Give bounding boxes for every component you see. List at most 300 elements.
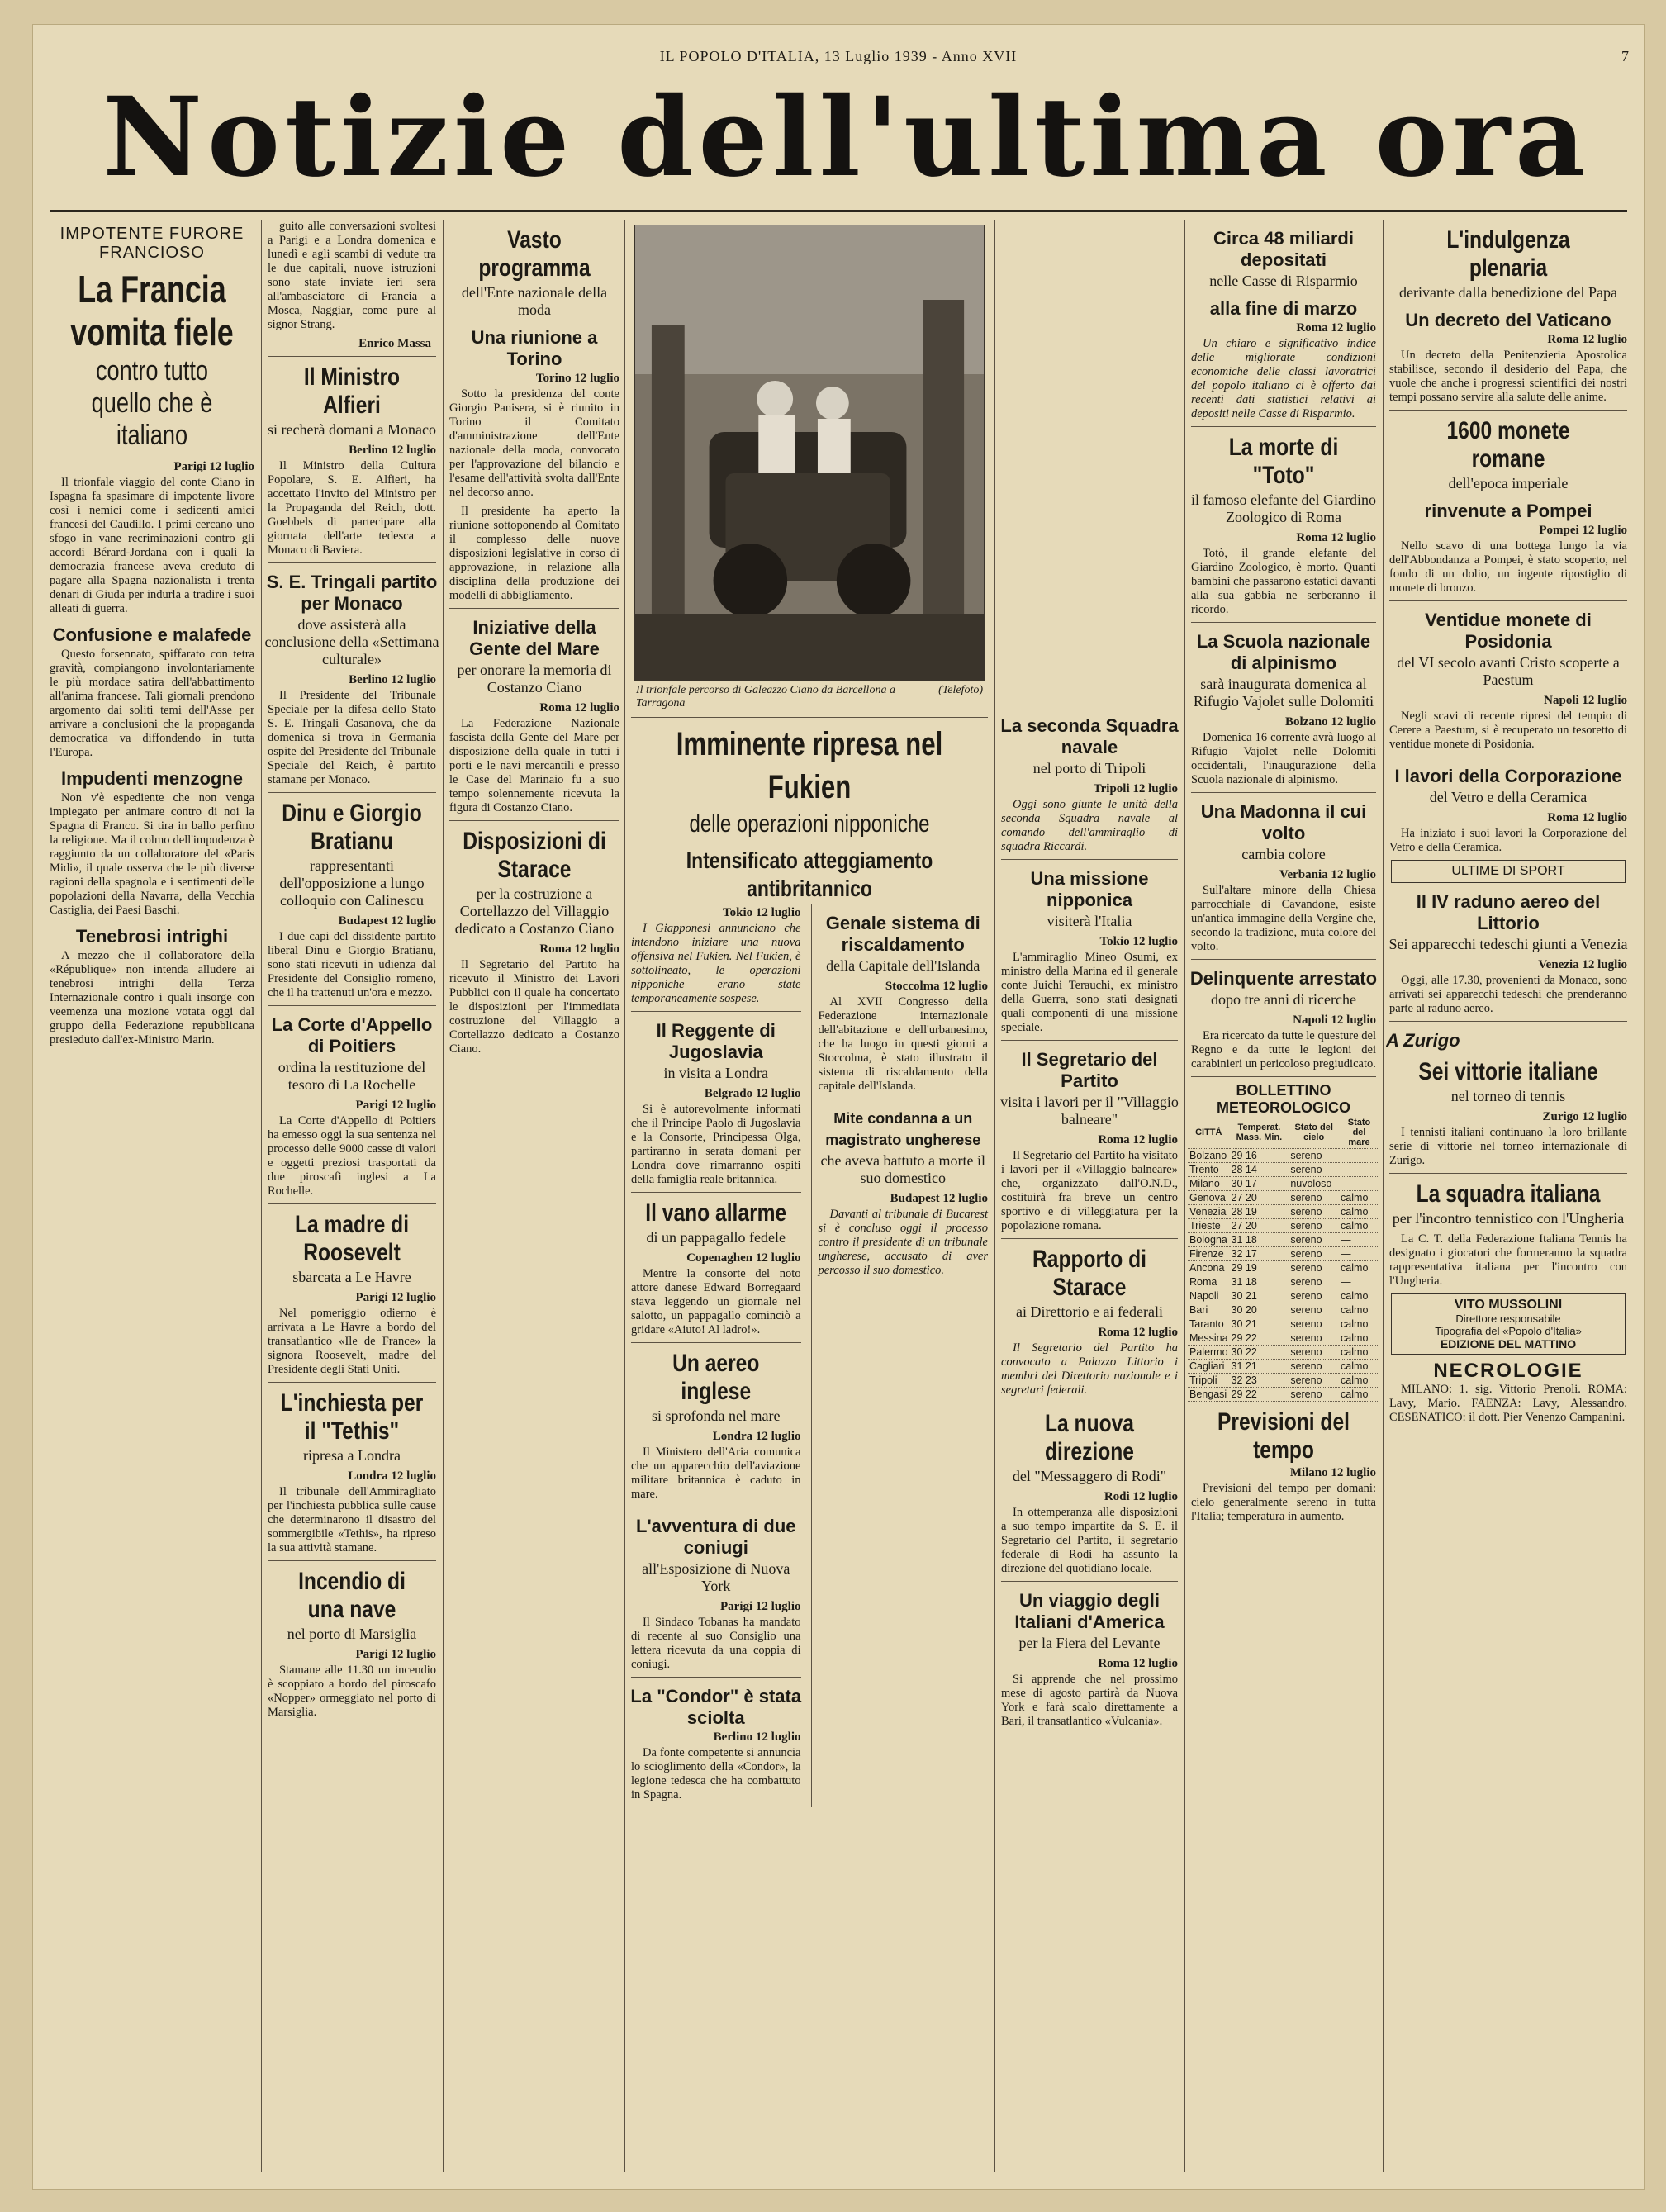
dateline: Roma 12 luglio: [1098, 1133, 1178, 1146]
article-body: Il Segretario del Partito ha ricevuto il Ministro dei Lavori Pubblici con il quale ha concertato le disposizioni per l'immediata costruzione del Villaggio a Cortellazzo dedicato a Costanzo Ciano.: [449, 958, 619, 1056]
article-body: Nello scavo di una bottega lungo la via dell'Abbondanza a Pompei, è stato scoperto, nel fondo di un dolio, un ingente ripostiglio di monete di bronzo.: [1389, 539, 1627, 595]
subheadline: ai Direttorio e ai federali: [1016, 1303, 1163, 1320]
article-body: Il Ministro della Cultura Popolare, S. E. Alfieri, ha accettato l'invito del Ministro per la Propaganda del Reich, dott. Goebbels di partecipare alla giornata dell'arte tedesca a Monaco di Baviera.: [268, 459, 436, 557]
article-divider: [1001, 859, 1178, 860]
weather-cell: Cagliari: [1188, 1360, 1230, 1374]
article-body: L'ammiraglio Mineo Osumi, ex ministro della Marina ed il generale conte Juichi Terauchi, ex ministro della Guerra, sono stati designati quali componenti di una missione speciale.: [1001, 951, 1178, 1034]
subheadline: all'Esposizione di Nuova York: [642, 1560, 790, 1594]
headline: Ventidue monete di Posidonia: [1425, 610, 1592, 652]
article-body: Il Sindaco Tobanas ha mandato di recente al suo Consiglio una lettera ricevuta da una coppia di coniugi.: [631, 1616, 801, 1671]
weather-col-header: Stato del mare: [1339, 1117, 1379, 1149]
weather-cell: Milano: [1188, 1177, 1230, 1191]
article-body: I Giapponesi annunciano che intendono iniziare una nuova offensiva nel Fukien. Nel Fukien, è sottolineato, le operazioni nipponiche erano state temporaneamente sospese.: [631, 922, 801, 1005]
lead-subhead: contro tutto quello che è italiano: [91, 355, 213, 451]
headline: Un viaggio degli Italiani d'America: [1014, 1590, 1165, 1632]
weather-row: [1188, 1205, 1379, 1219]
weather-cell: calmo: [1339, 1191, 1379, 1205]
weather-cell: calmo: [1339, 1205, 1379, 1219]
article-divider: [1191, 792, 1376, 793]
dateline: Bolzano 12 luglio: [1284, 715, 1376, 729]
photo-image: [635, 225, 984, 680]
weather-cell: calmo: [1339, 1331, 1379, 1346]
subheadline: visiterà l'Italia: [1047, 913, 1132, 929]
weather-col-header: Temperat. Mass. Min.: [1230, 1117, 1289, 1149]
subheadline: visita i lavori per il "Villaggio balneare": [1000, 1094, 1179, 1127]
weather-cell: sereno: [1289, 1261, 1339, 1275]
headline: Il Ministro Alfieri: [303, 363, 401, 419]
headline: Delinquente arrestato: [1189, 968, 1378, 989]
article-body: In ottemperanza alle disposizioni a suo tempo impartite da S. E. il Segretario del Partito, il segretario federale di Rodi ha assunto la direzione del quotidiano locale.: [1001, 1506, 1178, 1575]
dateline: Copenaghen 12 luglio: [686, 1251, 801, 1265]
headline: Sei vittorie italiane: [1418, 1058, 1598, 1085]
article-divider: [1191, 622, 1376, 623]
headline: La Corte d'Appello di Poitiers: [271, 1014, 433, 1056]
dateline: Roma 12 luglio: [1098, 1657, 1178, 1670]
headline: La Scuola nazionale di alpinismo: [1196, 631, 1371, 673]
weather-row: [1188, 1331, 1379, 1346]
weather-cell: calmo: [1339, 1374, 1379, 1388]
weather-cell: Tripoli: [1188, 1374, 1230, 1388]
weather-row: [1188, 1191, 1379, 1205]
weather-cell: sereno: [1289, 1303, 1339, 1317]
subheadline: che aveva battuto a morte il suo domestico: [820, 1152, 985, 1186]
dateline: Parigi 12 luglio: [173, 460, 254, 473]
dateline: Rodi 12 luglio: [1104, 1490, 1178, 1503]
article-body: I due capi del dissidente partito liberal Dinu e Giorgio Bratianu, sono stati ricevuti in udienza dal Presidente del Consiglio romeno, che il ha trattenuti un'ora e mezzo.: [268, 930, 436, 999]
photo-spacer: [998, 220, 1181, 707]
center-block: [628, 220, 991, 2172]
headline: I lavori della Corporazione: [1394, 766, 1622, 786]
headline: Mite condanna a un magistrato ungherese: [825, 1110, 981, 1148]
headline: La squadra italiana: [1416, 1180, 1601, 1208]
subheadline: nel torneo di tennis: [1450, 1088, 1566, 1104]
article-divider: [268, 356, 436, 357]
subheadline: nelle Casse di Risparmio: [1209, 273, 1358, 289]
byline: Enrico Massa: [358, 337, 431, 350]
article-body: Il Segretario del Partito ha visitato i lavori per il «Villaggio balneare» che, organizzato dall'O.N.D., costituirà fra breve un centro sportivo e di villeggiatura per la popolazione romana.: [1001, 1149, 1178, 1232]
weather-cell: 32 23: [1230, 1374, 1289, 1388]
article-divider: [449, 820, 619, 821]
weather-cell: 28 19: [1230, 1205, 1289, 1219]
weather-cell: 30 21: [1230, 1317, 1289, 1331]
subheadline: della Capitale dell'Islanda: [826, 957, 980, 974]
subheadline: Sei apparecchi tedeschi giunti a Venezia: [1388, 936, 1628, 952]
article-divider: [268, 1005, 436, 1006]
headline: La seconda Squadra navale: [1000, 715, 1179, 757]
subheadline: si sprofonda nel mare: [652, 1407, 781, 1424]
article-body: Il Segretario del Partito ha convocato a Palazzo Littorio i membri del Direttorio nazionale e i segretari federali.: [1001, 1341, 1178, 1397]
dateline: Napoli 12 luglio: [1544, 694, 1627, 707]
dateline: Parigi 12 luglio: [355, 1099, 436, 1112]
headline: 1600 monete romane: [1446, 417, 1570, 472]
weather-cell: sereno: [1289, 1275, 1339, 1289]
article-divider: [1191, 426, 1376, 427]
weather-cell: calmo: [1339, 1303, 1379, 1317]
subheadline: dell'Ente nazionale della moda: [461, 284, 608, 318]
headline: Disposizioni di Starace: [463, 828, 606, 883]
weather-col-header: Stato del cielo: [1289, 1117, 1339, 1149]
subheadline: nel porto di Marsiglia: [287, 1626, 417, 1642]
subheadline: dell'epoca imperiale: [1448, 475, 1569, 491]
weather-row: [1188, 1149, 1379, 1163]
article-body: Mentre la consorte del noto attore danese Edward Borregaard stava leggendo un giornale nel salotto, un pappagallo cominciò a gridare «Aiuto! Al ladro!».: [631, 1267, 801, 1336]
weather-cell: sereno: [1289, 1219, 1339, 1233]
dateline: Tokio 12 luglio: [723, 906, 801, 919]
necrology-body: MILANO: 1. sig. Vittorio Prenoli. ROMA: Lavy, Mario. FAENZA: Lavy, Alessandro. CESENATICO: il dott. Pier Venenzo Campanini.: [1389, 1383, 1627, 1424]
article-divider: [1389, 600, 1627, 601]
article-body: guito alle conversazioni svoltesi a Parigi e a Londra domenica e lunedì e agli scambi di vedute tra le due capitali, nuove istruzioni sono state inviate ieri sera all'ambasciatore di Francia a Mosca, Naggiar, come pure al signor Strang.: [268, 220, 436, 331]
photo-caption: [636, 684, 983, 710]
article-divider: [1001, 1581, 1178, 1582]
dateline: Torino 12 luglio: [535, 372, 619, 385]
dateline: Budapest 12 luglio: [890, 1192, 988, 1205]
article-body: Il presidente ha aperto la riunione sottoponendo al Comitato il complesso delle nuove disposizioni legislative in corso di approvazione, in relazione alla disciplina della produzione dei modelli di abbigliamento.: [449, 505, 619, 602]
weather-cell: sereno: [1289, 1205, 1339, 1219]
weather-row: [1188, 1317, 1379, 1331]
subheadline: ordina la restituzione del tesoro di La Rochelle: [278, 1059, 426, 1093]
weather-cell: 28 14: [1230, 1163, 1289, 1177]
headline: Dinu e Giorgio Bratianu: [282, 800, 422, 855]
weather-row: [1188, 1388, 1379, 1402]
dateline: Roma 12 luglio: [1547, 811, 1627, 824]
weather-title: BOLLETTINO METEOROLOGICO: [1217, 1082, 1350, 1116]
weather-rows: [1188, 1149, 1379, 1402]
weather-header-row: [1188, 1117, 1379, 1149]
weather-row: [1188, 1303, 1379, 1317]
dateline: Napoli 12 luglio: [1293, 1013, 1376, 1027]
headline: Il vano allarme: [645, 1199, 787, 1227]
headline: rinvenute a Pompei: [1424, 501, 1592, 521]
article-divider: [268, 1382, 436, 1383]
weather-row: [1188, 1177, 1379, 1191]
lead-headline: La Francia vomita fiele: [70, 268, 234, 354]
dateline: Stoccolma 12 luglio: [885, 980, 988, 993]
weather-row: [1188, 1247, 1379, 1261]
article-body: Non v'è espediente che non venga impiegato per animare contro di noi la Spagna di Franco. Si tira in ballo perfino la religione. Ma il colmo dell'impudenza è raggiunto da un collaboratore del «Paris Midi», il quale osserva che le più diverse ragioni della spagnola e i sentimenti delle popolazioni della Navarra, della Vecchia Castiglia, dei Paesi Baschi.: [50, 791, 254, 917]
masthead: Notizie dell'ultima ora: [102, 74, 1591, 202]
subheading: Confusione e malafede: [52, 624, 252, 645]
subheadline: per la costruzione a Cortellazzo del Villaggio dedicato a Costanzo Ciano: [454, 885, 615, 937]
article-divider: [631, 1192, 801, 1193]
article-divider: [1389, 1021, 1627, 1022]
subheadline: del VI secolo avanti Cristo scoperte a Paestum: [1397, 654, 1620, 688]
colophon: [1391, 1293, 1626, 1355]
subheadline: di un pappagallo fedele: [646, 1229, 786, 1246]
article-body: La C. T. della Federazione Italiana Tennis ha designato i giocatori che formeranno la squadra rappresentativa italiana per l'incontro con l'Ungheria.: [1389, 1232, 1627, 1288]
weather-cell: 27 20: [1230, 1219, 1289, 1233]
weather-cell: nuvoloso: [1289, 1177, 1339, 1191]
weather-cell: —: [1339, 1163, 1379, 1177]
subheadline: cambia colore: [1241, 846, 1326, 862]
weather-row: [1188, 1163, 1379, 1177]
article-body: Sotto la presidenza del conte Giorgio Panisera, si è riunito in Torino il Comitato d'amministrazione dell'Ente nazionale della moda, convocato per l'approvazione del bilancio e l'esame dell'attività svolta dall'Ente nel decorso anno.: [449, 387, 619, 499]
weather-cell: Genova: [1188, 1191, 1230, 1205]
headline: Iniziative della Gente del Mare: [469, 617, 600, 659]
article-divider: [1389, 410, 1627, 411]
column-divider: [994, 220, 995, 2172]
weather-cell: Bologna: [1188, 1233, 1230, 1247]
dateline: Roma 12 luglio: [539, 942, 619, 956]
page-number: 7: [1621, 48, 1629, 64]
weather-cell: 27 20: [1230, 1191, 1289, 1205]
weather-cell: calmo: [1339, 1360, 1379, 1374]
necrology-title: NECROLOGIE: [1433, 1360, 1583, 1382]
weather-row: [1188, 1289, 1379, 1303]
weather-cell: 29 22: [1230, 1388, 1289, 1402]
dateline: Tokio 12 luglio: [1099, 935, 1178, 948]
headline: L'indulgenza plenaria: [1446, 226, 1570, 282]
weather-cell: calmo: [1339, 1346, 1379, 1360]
article-body: La Federazione Nazionale fascista della Gente del Mare per disposizione della quale in tutti i porti e le navi mercantili e presso le Case del Marinaio fu a suo tempo solennemente ricevuta la figura di Costanzo Ciano.: [449, 717, 619, 814]
headline: Una Madonna il cui volto: [1200, 801, 1367, 843]
weather-row: [1188, 1233, 1379, 1247]
dateline: Tripoli 12 luglio: [1093, 782, 1178, 795]
subheadline: dopo tre anni di ricerche: [1211, 991, 1356, 1008]
column-divider: [1383, 220, 1384, 2172]
dateline: Berlino 12 luglio: [349, 444, 436, 457]
running-head: IL POPOLO D'ITALIA, 13 Luglio 1939 - Anno XVII: [659, 48, 1018, 64]
weather-cell: Bolzano: [1188, 1149, 1230, 1163]
headline: Circa 48 miliardi depositati: [1213, 228, 1354, 270]
headline: L'inchiesta per il "Tethis": [280, 1389, 424, 1445]
director-role: Direttore responsabile: [1455, 1312, 1561, 1325]
article-body: I tennisti italiani continuano la loro brillante serie di vittorie nel torneo internazionale di Zurigo.: [1389, 1126, 1627, 1167]
subheadline: si recherà domani a Monaco: [268, 421, 436, 438]
weather-cell: 29 16: [1230, 1149, 1289, 1163]
article-body: Totò, il grande elefante del Giardino Zoologico, è morto. Quanti bambini che passarono estatici davanti alla sua gabbia ne serberanno il ricordo.: [1191, 547, 1376, 616]
column-divider: [1184, 220, 1185, 2172]
two-column-wrap: [628, 904, 991, 1807]
subheadline: sarà inaugurata domenica al Rifugio Vajolet sulle Dolomiti: [1193, 676, 1374, 710]
subheadline: in visita a Londra: [663, 1065, 768, 1081]
subheading: Tenebrosi intrighi: [75, 926, 229, 947]
weather-cell: Trieste: [1188, 1219, 1230, 1233]
headline: La morte di "Toto": [1228, 434, 1339, 489]
weather-cell: 30 20: [1230, 1303, 1289, 1317]
dateline: Roma 12 luglio: [1547, 333, 1627, 346]
weather-row: [1188, 1346, 1379, 1360]
headline: alla fine di marzo: [1209, 298, 1358, 319]
subheadline: il famoso elefante del Giardino Zoologico di Roma: [1191, 491, 1376, 525]
subcolumn: [628, 904, 805, 1807]
subheadline: rappresentanti dell'opposizione a lungo colloquio con Calinescu: [279, 857, 425, 909]
dateline: Parigi 12 luglio: [720, 1600, 801, 1613]
column-2: [264, 220, 439, 2172]
dateline: Venezia 12 luglio: [1538, 958, 1627, 971]
weather-cell: 32 17: [1230, 1247, 1289, 1261]
article-divider: [1001, 1040, 1178, 1041]
article-body: Oggi, alle 17.30, provenienti da Monaco, sono arrivati sei apparecchi tedeschi che prenderanno parte al raduno aereo.: [1389, 974, 1627, 1015]
article-body: Il Ministero dell'Aria comunica che un apparecchio dell'aviazione militare britannica è caduto in mare.: [631, 1445, 801, 1501]
photo-credit: (Telefoto): [938, 684, 983, 696]
headline: La madre di Roosevelt: [294, 1211, 410, 1266]
weather-table: [1188, 1117, 1379, 1402]
article-body: Sull'altare minore della Chiesa parrocchiale di Cavandone, esiste un'antica immagine della Vergine che, secondo la tradizione, muta colore del volto.: [1191, 884, 1376, 953]
article-body: Il Presidente del Tribunale Speciale per la difesa dello Stato S. E. Tringali Casanova, che da domenica si trova in Germania ospite del Presidente del Tribunale Speciale del Reich, è partito stamane per Monaco.: [268, 689, 436, 786]
weather-cell: calmo: [1339, 1289, 1379, 1303]
weather-col-header: CITTÀ: [1188, 1117, 1230, 1149]
headline: Una missione nipponica: [1030, 868, 1149, 910]
weather-cell: sereno: [1289, 1233, 1339, 1247]
article-body: Oggi sono giunte le unità della seconda Squadra navale al comando dell'ammiraglio di squadra Riccardi.: [1001, 798, 1178, 853]
subheadline: ripresa a Londra: [303, 1447, 401, 1464]
weather-bulletin: [1188, 1082, 1379, 1402]
article-divider: [449, 608, 619, 609]
dateline: Roma 12 luglio: [1296, 531, 1376, 544]
article-body: Questo forsennato, spiffarato con tetra gravità, compiangono involontariamente le più mordace satira dell'abbattimento all'anima francese. Tali giornali prendono argomento dai soliti temi dell'Asse per arrivare a conclusioni che la propaganda democratica va diffondendo in tutta l'Europa.: [50, 648, 254, 759]
weather-cell: calmo: [1339, 1219, 1379, 1233]
headline: Rapporto di Starace: [1032, 1246, 1147, 1301]
article-divider: [268, 1560, 436, 1561]
article-divider: [631, 1342, 801, 1343]
weather-cell: —: [1339, 1247, 1379, 1261]
weather-row: [1188, 1261, 1379, 1275]
weather-cell: Trento: [1188, 1163, 1230, 1177]
headline: Genale sistema di riscaldamento: [825, 913, 980, 955]
weather-cell: 30 21: [1230, 1289, 1289, 1303]
caption-text: Il trionfale percorso di Galeazzo Ciano da Barcellona a Tarragona: [636, 684, 895, 710]
article-divider: [1389, 1173, 1627, 1174]
weather-cell: Roma: [1188, 1275, 1230, 1289]
printer: Tipografia del «Popolo d'Italia»: [1435, 1325, 1582, 1337]
column-8: [1386, 220, 1630, 2172]
subheadline: per l'incontro tennistico con l'Ungheria: [1392, 1210, 1625, 1227]
dateline: Verbania 12 luglio: [1279, 868, 1376, 881]
article-body: Da fonte competente si annuncia lo scioglimento della «Condor», la legione tedesca che ha combattuto in Spagna.: [631, 1746, 801, 1801]
article-body: Al XVII Congresso della Federazione internazionale dell'abitazione e dell'urbanesimo, che ha luogo in questi giorni a Stoccolma, è stato illustrato il sistema di riscaldamento della capitale dell'Islanda.: [818, 995, 988, 1093]
weather-cell: sereno: [1289, 1331, 1339, 1346]
weather-cell: Firenze: [1188, 1247, 1230, 1261]
weather-cell: sereno: [1289, 1317, 1339, 1331]
subheadline: nel porto di Tripoli: [1032, 760, 1146, 776]
weather-cell: —: [1339, 1177, 1379, 1191]
sport-banner: ULTIME DI SPORT: [1391, 860, 1626, 883]
subheadline: per la Fiera del Levante: [1018, 1635, 1161, 1651]
article-body: Domenica 16 corrente avrà luogo al Rifugio Vajolet nelle Dolomiti occidentali, l'inaugurazione della Scuola nazionale di alpinismo.: [1191, 731, 1376, 786]
weather-row: [1188, 1219, 1379, 1233]
article-body: Ha iniziato i suoi lavori la Corporazione del Vetro e della Ceramica.: [1389, 827, 1627, 854]
article-body: A mezzo che il collaboratore della «République» non intenda alludere ai tenebrosi intrighi della Terza Internazionale contro i quali insorge con veemenza una mozione votata oggi dal gruppo della Federazione repubblicana presieduto dall'ex-Ministro Marin.: [50, 949, 254, 1047]
dateline: Zurigo 12 luglio: [1542, 1110, 1627, 1123]
column-3: [446, 220, 623, 2172]
subheadline: sbarcata a Le Havre: [292, 1269, 411, 1285]
weather-cell: 31 18: [1230, 1233, 1289, 1247]
subheadline: delle operazioni nipponiche: [689, 810, 930, 838]
weather-cell: sereno: [1289, 1191, 1339, 1205]
headline: Vasto programma: [478, 226, 591, 282]
dateline: Roma 12 luglio: [1098, 1326, 1178, 1339]
weather-cell: —: [1339, 1275, 1379, 1289]
dateline: Pompei 12 luglio: [1539, 524, 1627, 537]
article-divider: [268, 1203, 436, 1204]
weather-cell: Venezia: [1188, 1205, 1230, 1219]
dateline: Roma 12 luglio: [1296, 321, 1376, 335]
article-divider: [1191, 959, 1376, 960]
weather-cell: Messina: [1189, 1332, 1228, 1344]
weather-cell: calmo: [1339, 1317, 1379, 1331]
weather-row: [1188, 1374, 1379, 1388]
column-divider: [261, 220, 262, 2172]
dateline: Parigi 12 luglio: [355, 1648, 436, 1661]
headline: S. E. Tringali partito per Monaco: [266, 572, 438, 614]
weather-cell: 30 22: [1230, 1346, 1289, 1360]
column-divider: [443, 220, 444, 2172]
subheadline: per onorare la memoria di Costanzo Ciano: [457, 662, 612, 695]
kicker: IMPOTENTE FURORE FRANCIOSO: [59, 225, 244, 262]
article-body: Stamane alle 11.30 un incendio è scoppiato a bordo del piroscafo «Nopper» ormeggiato nel porto di Marsiglia.: [268, 1664, 436, 1719]
weather-cell: Napoli: [1188, 1289, 1230, 1303]
headline: La "Condor" è stata sciolta: [630, 1686, 802, 1728]
article-body: Previsioni del tempo per domani: cielo generalmente sereno in tutta l'Italia; temperatura in aumento.: [1191, 1482, 1376, 1523]
weather-cell: 31 21: [1230, 1360, 1289, 1374]
article-body: Era ricercato da tutte le questure del Regno e da tutte le legioni dei carabinieri un pericoloso pregiudicato.: [1191, 1029, 1376, 1070]
headline: Un decreto del Vaticano: [1405, 310, 1611, 330]
subcolumn: [811, 904, 992, 1807]
headline: Il IV raduno aereo del Littorio: [1416, 891, 1601, 933]
weather-cell: 31 18: [1230, 1275, 1289, 1289]
weather-cell: sereno: [1289, 1374, 1339, 1388]
weather-cell: Ancona: [1188, 1261, 1230, 1275]
headline: Incendio di una nave: [298, 1568, 406, 1623]
article-body: Il tribunale dell'Ammiragliato per l'inchiesta pubblica sulle cause che determinarono il disastro del sommergibile «Tethis», ha ripreso la sua attività stamane.: [268, 1485, 436, 1555]
weather-cell: 29 19: [1230, 1261, 1289, 1275]
article-body: Si è autorevolmente informati che il Principe Paolo di Jugoslavia e la Consorte, Principessa Olga, partiranno in serata domani per Londra dove rimarranno ospiti della famiglia reale britannica.: [631, 1103, 801, 1186]
headline: Il Reggente di Jugoslavia: [656, 1020, 776, 1062]
article-divider: [631, 1677, 801, 1678]
weather-cell: Bengasi: [1188, 1388, 1230, 1402]
dateline: Berlino 12 luglio: [349, 673, 436, 686]
column-1: [46, 220, 258, 2172]
headline: L'avventura di due coniugi: [636, 1516, 796, 1558]
article-body: Nel pomeriggio odierno è arrivata a Le Havre a bordo del transatlantico «Ile de France» la signora Roosevelt, madre del Presidente degli Stati Uniti.: [268, 1307, 436, 1376]
article-divider: [1001, 1238, 1178, 1239]
masthead-rule: [50, 210, 1627, 212]
weather-cell: Taranto: [1188, 1317, 1230, 1331]
subheadline: derivante dalla benedizione del Papa: [1399, 284, 1617, 301]
weather-row: [1188, 1360, 1379, 1374]
section-label: A Zurigo: [1386, 1030, 1460, 1051]
article-body: Un decreto della Penitenzieria Apostolica stabilisce, secondo il desiderio del Papa, che vuole che anche i progressi scientifici dei nostri tempi possano servire alla salute delle anime.: [1389, 349, 1627, 404]
subheadline: dove assisterà alla conclusione della «Settimana culturale»: [264, 616, 439, 667]
weather-cell: 29 22: [1230, 1331, 1289, 1346]
dateline: Milano 12 luglio: [1289, 1466, 1376, 1479]
director-name: VITO MUSSOLINI: [1454, 1298, 1563, 1312]
article-divider: [1191, 1076, 1376, 1077]
article-body: Davanti al tribunale di Bucarest si è concluso oggi il processo contro il presidente di un tribunale ungherese, accusato di aver percosso il suo domestico.: [818, 1208, 988, 1277]
weather-cell: 30 17: [1230, 1177, 1289, 1191]
weather-cell: sereno: [1289, 1346, 1339, 1360]
headline: Un aereo inglese: [672, 1350, 760, 1405]
article-body: Un chiaro e significativo indice delle migliorate condizioni economiche delle classi lavoratrici del popolo italiano ci è offerto dai recenti dati statistici relativi ai depositi nelle Casse di Risparmio.: [1191, 337, 1376, 420]
weather-cell: sereno: [1289, 1149, 1339, 1163]
article-divider: [268, 562, 436, 563]
weather-row: [1188, 1275, 1379, 1289]
article-body: Negli scavi di recente ripresi del tempio di Cerere a Paestum, si è recuperato un tesoretto di ventidue monete di Posidonia.: [1389, 710, 1627, 751]
subheading: Impudenti menzogne: [61, 768, 243, 789]
weather-cell: sereno: [1289, 1163, 1339, 1177]
article-body: La Corte d'Appello di Poitiers ha emesso oggi la sua sentenza nel processo delle 9000 casse di valori e oggetti preziosi trasportati da due piroscafi inglesi a La Rochelle.: [268, 1114, 436, 1198]
weather-cell: sereno: [1289, 1360, 1339, 1374]
weather-cell: Palermo: [1189, 1346, 1228, 1358]
weather-cell: —: [1339, 1149, 1379, 1163]
dateline: Londra 12 luglio: [348, 1469, 436, 1483]
column-divider: [624, 220, 625, 2172]
headline: Intensificato atteggiamento antibritannico: [686, 847, 933, 901]
dateline: Parigi 12 luglio: [355, 1291, 436, 1304]
dateline: Berlino 12 luglio: [713, 1730, 801, 1744]
headline: La nuova direzione: [1044, 1410, 1134, 1465]
weather-cell: sereno: [1289, 1388, 1339, 1402]
